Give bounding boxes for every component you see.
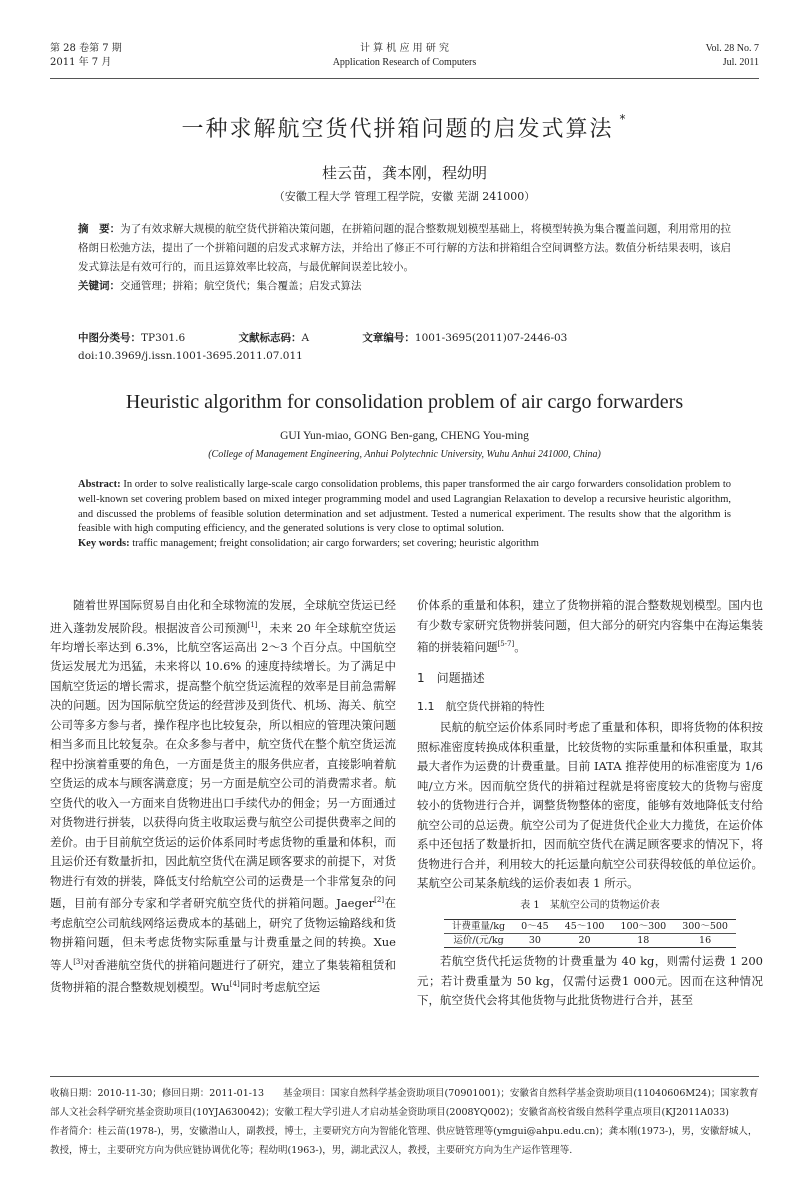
- english-title: Heuristic algorithm for consolidation problem of air cargo forwarders: [125, 391, 684, 413]
- citation: [4]: [229, 979, 240, 988]
- clc-value: TP301.6: [141, 332, 186, 344]
- abstract-text: 为了有效求解大规模的航空货代拼箱决策问题，在拼箱问题的混合整数规划模型基础上，将模型转换为集合覆盖问题，利用常用的拉格朗日松弛方法，提出了一个拼箱问题的启发式求解方法，并给出了修正不可行解的方法和拼箱组合空间调整方法。数值分析结果表明，该启发式算法是有效可行的，而且运算效率比较高，与最优解间误差比较小。: [78, 223, 732, 273]
- table-row: [444, 934, 736, 948]
- intro-text-a: 随着世界国际贸易自由化和全球物流的发展，全球航空货运已经进入蓬勃发展阶段。根据波音公司预测: [50, 598, 396, 635]
- authors: 桂云苗，龚本刚，程幼明: [321, 164, 487, 182]
- intro-text-e: 同时考虑航空运: [239, 979, 321, 994]
- doccode-label: 文献标志码：: [238, 332, 302, 344]
- issue-date-en: Jul. 2011: [722, 57, 759, 68]
- section-paragraph: 若航空货代托运货物的计费重量为 40 kg，则需付运费 1 200元；若计费重量为 50 kg，仅需付运费1 000元。因而在这种情况下，航空货代会将其他货物与此批货物进行合并，甚至: [417, 954, 763, 1008]
- running-header: [50, 42, 759, 82]
- table-header-label: 计费重量/kg: [444, 920, 513, 934]
- table-row-label: 运价/(元/kg: [444, 934, 513, 948]
- article-label: 文章编号：: [362, 332, 415, 344]
- issue-date: 2011 年 7 月: [50, 57, 112, 68]
- table-cell: 18: [612, 934, 674, 948]
- doccode-value: A: [301, 332, 310, 344]
- table-cell: 20: [557, 934, 613, 948]
- right-column: [417, 596, 763, 1011]
- table-header-cell: 300～500: [674, 920, 736, 934]
- footnotes: [50, 1084, 759, 1160]
- intro-paragraph: [50, 596, 396, 997]
- citation: [5-7]: [497, 640, 515, 648]
- paper-title: [0, 112, 809, 143]
- english-abstract-label: Abstract:: [78, 479, 121, 490]
- volume-issue: 第 28 卷第 7 期: [50, 43, 122, 54]
- table-header-cell: 45～100: [557, 920, 613, 934]
- funding-note: 收稿日期：2010-11-30；修回日期：2011-01-13 基金项目：国家自然科学基金资助项目(70901001)；安徽省自然科学基金资助项目(11040606M24)；国家教育部人文社会科学研究基金资助项目(10YJA630042)；安徽工程大学引进人才启动基金资助项目(2008YQ002)；安徽省高校省级自然科学重点项目(KJ2011A033): [50, 1088, 759, 1118]
- english-authors: GUI Yun-miao, GONG Ben-gang, CHENG You-ming: [280, 430, 529, 442]
- intro-text-c: 在考虑航空公司航线网络运费成本的基础上，研究了货物运输路线和货物拼箱问题，但未考虑货物实际重量与计费重量之间的转换。Xue 等人: [50, 896, 397, 972]
- footnote-rule: [50, 1076, 759, 1077]
- english-affiliation: (College of Management Engineering, Anhui Polytechnic University, Wuhu Anhui 241000, China): [208, 449, 601, 460]
- clc-label: 中图分类号：: [78, 332, 141, 344]
- continued-paragraph: [417, 596, 763, 657]
- left-column: [50, 596, 396, 997]
- article-value: 1001-3695(2011)07-2446-03: [414, 332, 568, 344]
- citation: [1]: [247, 620, 258, 629]
- table-header-row: [444, 920, 736, 934]
- author-bio-note: 作者简介：桂云苗(1978-)，男，安徽潜山人，副教授，博士，主要研究方向为智能化管理、供应链管理等(ymgui@ahpu.edu.cn)；龚本刚(1973-)，男，安徽舒城人，教授，博士，主要研究方向为供应链协调优化等；程幼明(1963-)，男，湖北武汉人，教授，主要研究方向为生产运作管理等.: [50, 1126, 758, 1156]
- keywords-text: 交通管理；拼箱；航空货代；集合覆盖；启发式算法: [120, 280, 362, 292]
- title-footnote-mark: *: [619, 112, 628, 126]
- english-abstract: [78, 478, 731, 552]
- section-heading: 1 问题描述: [417, 671, 485, 686]
- english-keywords-text: traffic management; freight consolidation; air cargo forwarders; set covering; heuristic algorithm: [129, 538, 539, 550]
- table-cell: 16: [674, 934, 736, 948]
- citation: [3]: [73, 957, 84, 966]
- english-keywords-label: Key words:: [78, 538, 130, 550]
- doi: doi:10.3969/j.issn.1001-3695.2011.07.011: [78, 350, 303, 362]
- freight-rate-table: [444, 919, 736, 948]
- abstract-zh: [78, 220, 731, 296]
- subsection-heading: 1.1 航空货代拼箱的特性: [417, 699, 545, 713]
- table-header-cell: 0～45: [513, 920, 557, 934]
- header-center: [50, 42, 759, 70]
- keywords-label: 关键词：: [78, 280, 120, 292]
- journal-name-zh: 计 算 机 应 用 研 究: [359, 43, 450, 54]
- classification-line: [78, 330, 567, 345]
- header-right: [706, 42, 759, 70]
- continued-text: 价体系的重量和体积，建立了货物拼箱的混合整数规划模型。国内也有少数专家研究货物拼装问题，但大部分的研究内容集中在海运集装箱的拼装箱问题: [417, 598, 763, 654]
- intro-text-b: ，未来 20 年全球航空货运年均增长率达到 6.3%，比航空客运高出 2～3 个百分点。中国航空货运发展尤为迅猛，未来将以 10.6% 的速度持续增长。为了满足中国航空货运的增长需求，提高整个航空货运流程的效率是目前急需解决的问题。因为国际航空货运的经营涉及到货代、机场、海关、航空公司等多方参与者，操作程序也比较复杂，所以相应的管理决策问题相当多而且比较复杂。在众多参与者中，航空货代在整个航空货运流程中扮演着重要的角色，一方面是货主的服务供应者，直接影响着航空货运的成本与顾客满意度；另一方面是航空公司的消费需求者。航空货代的收入一方面来自货物进出口手续代办的佣金；另一方面通过对货物进行拼装，以获得向货主收取运费与航空公司提供费率之间的差价。由于目前航空货运的运价体系同时考虑货物的重量和体积，而且运价还有数量折扣，因此航空货代在满足顾客要求的前提下，对货物进行有效的拼装，降低支付给航空公司的运费是一个非常复杂的问题，目前有部分专家和学者研究航空货代的拼箱问题。Jaeger: [50, 620, 396, 911]
- header-rule: [50, 78, 759, 79]
- volume-issue-en: Vol. 28 No. 7: [705, 43, 759, 54]
- affiliation: （安徽工程大学 管理工程学院，安徽 芜湖 241000）: [273, 190, 536, 203]
- table-caption: 表 1 某航空公司的货物运价表: [520, 899, 660, 911]
- table-header-cell: 100～300: [612, 920, 674, 934]
- english-abstract-text: In order to solve realistically large-scale cargo consolidation problems, this paper transformed the air cargo forwarders consolidation problem to well-known set covering problem based on mixed integer programming model and used Lagrangian Relaxation to develop a recursive heuristic algorithm, and discussed the problems of feasible solution determination and set adjustment. Tested a numerical experiment. The results show that the algorithm is feasible with high computing efficiency, and the generated solutions is very close to optimal solution.: [78, 479, 731, 535]
- citation: [2]: [374, 896, 385, 905]
- title-text: 一种求解航空货代拼箱问题的启发式算法: [181, 117, 614, 142]
- continued-text-end: 。: [514, 639, 526, 654]
- table-cell: 30: [513, 934, 557, 948]
- abstract-label: 摘 要：: [78, 223, 121, 235]
- intro-text-d: 对香港航空货代的拼箱问题进行了研究，建立了集装箱租赁和货物拼箱的混合整数规划模型。Wu: [50, 957, 397, 994]
- journal-name-en: Application Research of Computers: [332, 57, 477, 68]
- section-paragraph: 民航的航空运价体系同时考虑了重量和体积，即将货物的体积按照标准密度转换成体积重量，比较货物的实际重量和体积重量，取其最大者作为运费的计费重量。目前 IATA 推荐使用的标准密度为 1/6 吨/立方米。因而航空货代的拼箱过程就是将密度较大的货物与密度较小的货物进行合并，调整货物整体的密度，能够有效地降低支付给航空公司的总运费。航空公司为了促进货代企业大力揽货，在运价体系中还包括了数量折扣，因而航空货代在满足顾客要求的情况下，将货物进行合并，利用较大的托运量向航空公司获得较低的单位运价。某航空公司某条航线的运价表如表 1 所示。: [417, 720, 763, 891]
